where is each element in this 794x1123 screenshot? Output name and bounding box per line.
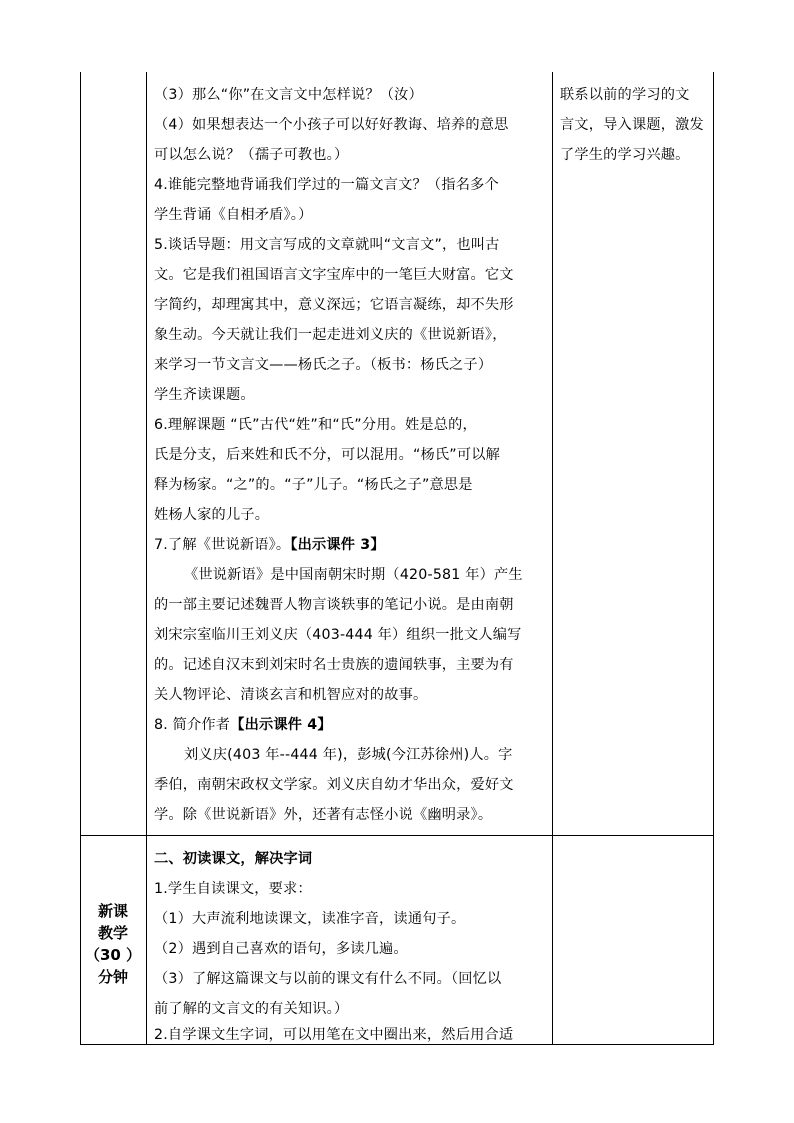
column-divider-1 xyxy=(146,72,147,1045)
text-line: 《世说新语》是中国南朝宋时期（420-581 年）产生 xyxy=(184,567,523,583)
text-line: 6.理解课题 “氏”古代“姓”和“氏”分用。姓是总的， xyxy=(154,417,477,433)
label-line: （30 ） xyxy=(84,946,142,964)
label-line: 教学 xyxy=(97,924,128,942)
text-line: 学生背诵《自相矛盾》。） xyxy=(154,207,313,223)
text-line: （3）了解这篇课文与以前的课文有什么不同。（回忆以 xyxy=(154,971,502,987)
note-line: 联系以前的学习的文 xyxy=(560,87,690,103)
label-line: 分钟 xyxy=(97,968,128,986)
text-line: 氏是分支，后来姓和氏不分，可以混用。“杨氏”可以解 xyxy=(154,447,501,463)
text-line: （1）大声流利地读课文，读准字音，读通句子。 xyxy=(154,911,466,927)
text-line: 刘义庆(403 年--444 年)，彭城(今江苏徐州)人。字 xyxy=(184,747,513,763)
lesson-plan-table xyxy=(80,72,714,1045)
text-line: 刘宋宗室临川王刘义庆（403-444 年）组织一批文人编写 xyxy=(154,627,522,643)
text-line: 可以怎么说？（孺子可教也。） xyxy=(154,147,349,163)
row-divider xyxy=(80,835,714,836)
text-line: 前了解的文言文的有关知识。） xyxy=(154,1001,349,1017)
text-line: 来学习一节文言文——杨氏之子。（板书：杨氏之子） xyxy=(154,357,493,373)
text-line: （2）遇到自己喜欢的语句，多读几遍。 xyxy=(154,941,408,957)
text-line: （3）那么“你”在文言文中怎样说？（汝） xyxy=(154,87,423,103)
text-line: 5.谈话导题：用文言写成的文章就叫“文言文”，也叫古 xyxy=(154,237,500,253)
column-divider-2 xyxy=(552,72,553,1045)
text-line: 2.自学课文生字词，可以用笔在文中圈出来，然后用合适 xyxy=(154,1027,514,1043)
note-line: 言文，导入课题，激发 xyxy=(560,117,704,133)
text-line: 姓杨人家的儿子。 xyxy=(154,507,270,523)
text-line: 学。除《世说新语》外，还著有志怪小说《幽明录》。 xyxy=(154,807,493,823)
text-line: 季伯，南朝宋政权文学家。刘义庆自幼才华出众，爱好文 xyxy=(154,777,514,793)
text-line: 学生齐读课题。 xyxy=(154,387,255,403)
text-line: （4）如果想表达一个小孩子可以好好教诲、培养的意思 xyxy=(154,117,509,133)
text-line: 字简约，却理寓其中，意义深远；它语言凝练，却不失形 xyxy=(154,297,514,313)
text-line: 的。记述自汉末到刘宋时名士贵族的遗闻轶事，主要为有 xyxy=(154,657,514,673)
text-line: 的一部主要记述魏晋人物言谈轶事的笔记小说。是由南朝 xyxy=(154,597,514,613)
item8-line xyxy=(154,714,332,734)
item7-line xyxy=(154,534,385,554)
item8-courseware-tag: 【出示课件 4】 xyxy=(230,717,332,733)
label-line: 新课 xyxy=(97,902,128,920)
table-right-border xyxy=(713,72,714,1045)
item7-title: 7.了解《世说新语》。 xyxy=(154,537,291,553)
text-line: 释为杨家。“之”的。“子”儿子。“杨氏之子”意思是 xyxy=(154,477,473,493)
section-heading: 二、初读课文，解决字词 xyxy=(154,851,313,867)
text-line: 1.学生自读课文，要求： xyxy=(154,881,312,897)
table-bottom-border xyxy=(80,1044,714,1045)
text-line: 文。它是我们祖国语言文字宝库中的一笔巨大财富。它文 xyxy=(154,267,514,283)
text-line: 关人物评论、清谈玄言和机智应对的故事。 xyxy=(154,687,428,703)
text-line: 4.谁能完整地背诵我们学过的一篇文言文？（指名多个 xyxy=(154,177,499,193)
item8-title: 8. 简介作者 xyxy=(154,717,231,733)
note-line: 了学生的学习兴趣。 xyxy=(560,147,690,163)
text-line: 象生动。今天就让我们一起走进刘义庆的《世说新语》， xyxy=(154,327,507,343)
new-lesson-label xyxy=(80,900,146,988)
item7-courseware-tag: 【出示课件 3】 xyxy=(290,537,385,553)
